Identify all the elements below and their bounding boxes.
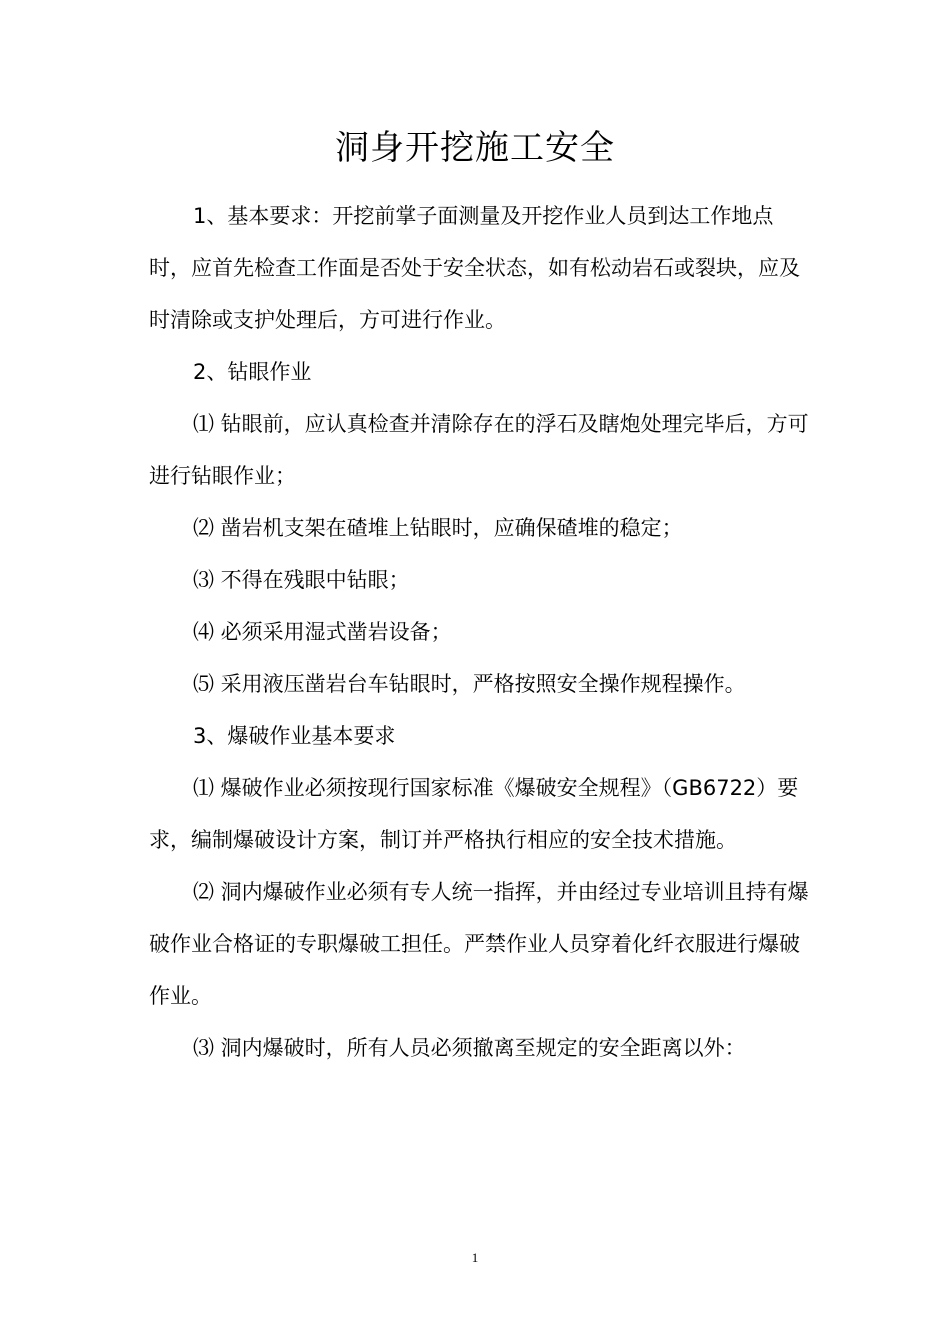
paragraph-blasting-item-2: ⑵ 洞内爆破作业必须有专人统一指挥，并由经过专业培训且持有爆破作业合格证的专职爆破工担任。严禁作业人员穿着化纤衣服进行爆破作业。 xyxy=(149,880,809,1008)
paragraph-drilling-item-1: ⑴ 钻眼前，应认真检查并清除存在的浮石及瞎炮处理完毕后，方可进行钻眼作业； xyxy=(149,412,809,488)
paragraph-basic-requirements: 1、基本要求：开挖前掌子面测量及开挖作业人员到达工作地点时，应首先检查工作面是否处于安全状态，如有松动岩石或裂块，应及时清除或支护处理后，方可进行作业。 xyxy=(149,204,800,332)
paragraph-drilling-item-4: ⑷ 必须采用湿式凿岩设备； xyxy=(193,620,452,644)
paragraph-drilling-item-3: ⑶ 不得在残眼中钻眼； xyxy=(193,568,410,592)
paragraph-drilling-item-5: ⑸ 采用液压凿岩台车钻眼时，严格按照安全操作规程操作。 xyxy=(193,672,746,696)
document-body xyxy=(149,190,809,1074)
heading-blasting: 3、爆破作业基本要求 xyxy=(193,724,396,748)
paragraph-blasting-item-3: ⑶ 洞内爆破时，所有人员必须撤离至规定的安全距离以外： xyxy=(193,1036,746,1060)
heading-drilling: 2、钻眼作业 xyxy=(193,360,312,384)
page-number: 1 xyxy=(471,1250,479,1265)
page-title: 洞身开挖施工安全 xyxy=(335,128,615,168)
paragraph-drilling-item-2: ⑵ 凿岩机支架在碴堆上钻眼时，应确保碴堆的稳定； xyxy=(193,516,683,540)
paragraph-blasting-item-1: ⑴ 爆破作业必须按现行国家标准《爆破安全规程》（GB6722）要求，编制爆破设计方案，制订并严格执行相应的安全技术措施。 xyxy=(149,776,799,852)
